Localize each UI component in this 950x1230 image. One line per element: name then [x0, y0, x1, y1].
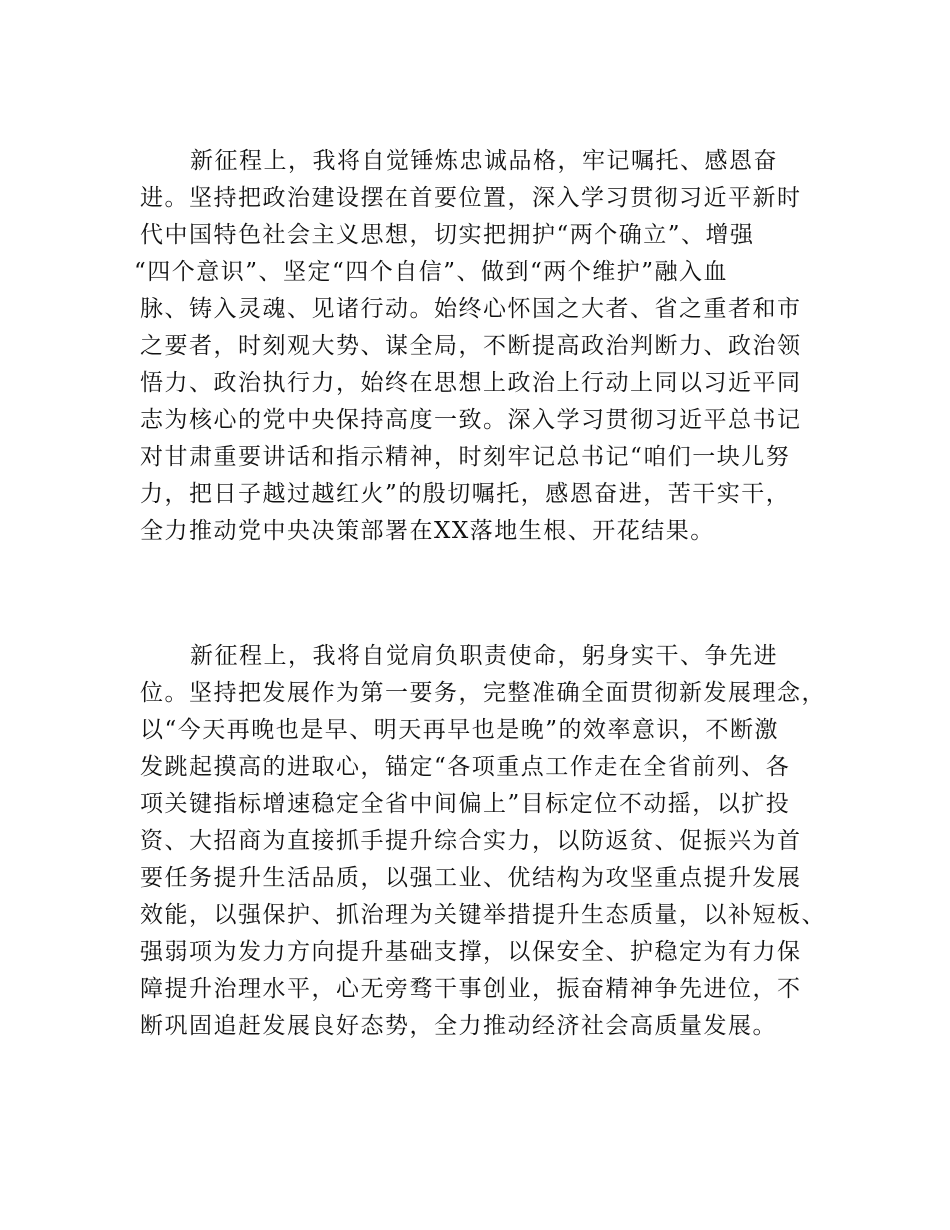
text-line: 全力推动党中央决策部署在XX落地生根、开花结果。: [140, 518, 715, 544]
text-line: 代中国特色社会主义思想，切实把拥护“两个确立”、增强: [140, 222, 755, 248]
text-line: 要任务提升生活品质，以强工业、优结构为攻坚重点提升发展: [140, 865, 802, 891]
text-line: 新征程上，我将自觉锤炼忠诚品格，牢记嘱托、感恩奋: [190, 148, 778, 174]
text-line: “四个意识”、坚定“四个自信”、做到“两个维护”融入血: [134, 259, 729, 285]
text-line: 效能，以强保护、抓治理为关键举措提升生态质量，以补短板、: [140, 902, 826, 928]
text-line: 脉、铸入灵魂、见诸行动。始终心怀国之大者、省之重者和市: [140, 296, 802, 322]
text-line: 资、大招商为直接抓手提升综合实力，以防返贫、促振兴为首: [140, 828, 802, 854]
text-line: 断巩固追赶发展良好态势，全力推动经济社会高质量发展。: [140, 1013, 777, 1039]
text-line: 位。坚持把发展作为第一要务，完整准确全面贯彻新发展理念，: [140, 680, 826, 706]
text-line: 以“今天再晚也是早、明天再早也是晚”的效率意识，不断激: [140, 717, 780, 743]
text-line: 发跳起摸高的进取心，锚定“各项重点工作走在全省前列、各: [140, 754, 791, 780]
text-line: 进。坚持把政治建设摆在首要位置，深入学习贯彻习近平新时: [140, 185, 802, 211]
text-line: 项关键指标增速稳定全省中间偏上”目标定位不动摇，以扩投: [140, 791, 791, 817]
text-line: 志为核心的党中央保持高度一致。深入学习贯彻习近平总书记: [140, 407, 802, 433]
text-line: 悟力、政治执行力，始终在思想上政治上行动上同以习近平同: [140, 370, 802, 396]
paragraph-loyalty: [134, 143, 830, 550]
text-line: 对甘肃重要讲话和指示精神，时刻牢记总书记“咱们一块儿努: [140, 444, 791, 470]
text-line: 障提升治理水平，心无旁骛干事创业，振奋精神争先进位，不: [140, 976, 802, 1002]
text-line: 之要者，时刻观大势、谋全局，不断提高政治判断力、政治领: [140, 333, 802, 359]
paragraph-mission: [140, 638, 830, 1045]
text-line: 力，把日子越过越红火”的殷切嘱托，感恩奋进，苦干实干，: [140, 481, 791, 507]
text-line: 强弱项为发力方向提升基础支撑，以保安全、护稳定为有力保: [140, 939, 802, 965]
text-line: 新征程上，我将自觉肩负职责使命，躬身实干、争先进: [190, 643, 778, 669]
